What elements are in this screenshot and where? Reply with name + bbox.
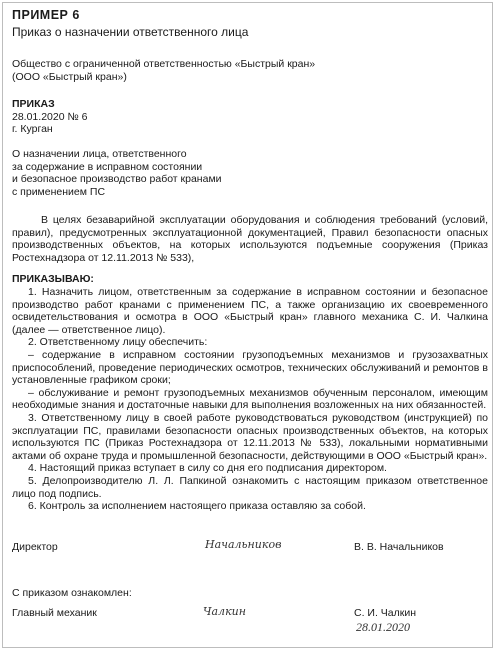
order-subject-line: с применением ПС (12, 185, 106, 198)
organization-short-name: (ООО «Быстрый кран») (12, 70, 127, 83)
mechanic-signature: Чалкин (203, 605, 246, 618)
order-city: г. Курган (12, 123, 53, 136)
order-item: 4. Настоящий приказ вступает в силу со дня его подписания директором. (28, 462, 387, 475)
orders-heading: ПРИКАЗЫВАЮ: (12, 273, 94, 285)
order-block (12, 98, 88, 136)
organization-name: Общество с ограниченной ответственностью «Быстрый кран» (12, 58, 316, 70)
preamble-paragraph: В целях безаварийной эксплуатации оборудования и соблюдения требований (условий, правил), предусмотренных эксплуатационной документацией, Правил безопасности опасных производственных объектов, на которых используются подъемные сооружения (Приказ Ростехнадзора от 12.11.2013 № 533), (12, 214, 488, 264)
order-date-number: 28.01.2020 № 6 (12, 110, 88, 123)
order-items (12, 286, 488, 513)
order-item: – обслуживание и ремонт грузоподъемных механизмов обученным персоналом, имеющим необходимые знания и достаточные навыки для выполнения возложенных на них обязанностей. (12, 386, 488, 412)
order-label: ПРИКАЗ (12, 98, 55, 110)
example-subtitle: Приказ о назначении ответственного лица (12, 25, 249, 39)
director-position: Директор (12, 541, 58, 553)
order-subject-line: О назначении лица, ответственного (12, 148, 187, 160)
order-item: 3. Ответственному лицу в своей работе руководствоваться руководством (инструкцией) по эксплуатации ПС, правилами безопасности опасных производственных объектов, на которых используются ПС (Приказ Ростехнадзора от 12.11.2013 № 533), локальными нормативными актами об охране труда и промышленной безопасности, действующими в ООО «Быстрый кран». (12, 411, 488, 462)
order-subject (12, 148, 222, 198)
director-name: В. В. Начальников (354, 541, 444, 553)
order-item: – содержание в исправном состоянии грузоподъемных механизмов и грузозахватных приспособлений, проведение периодических осмотров, технических обслуживаний и ремонтов в установленные графиком сроки; (12, 348, 488, 387)
director-signature: Начальников (205, 538, 282, 551)
order-item: 2. Ответственному лицу обеспечить: (28, 336, 208, 349)
document-frame (2, 2, 493, 648)
example-title: ПРИМЕР 6 (12, 8, 80, 22)
organization-block (12, 58, 315, 83)
mechanic-position: Главный механик (12, 607, 97, 619)
order-subject-line: и безопасное производство работ кранами (12, 173, 222, 186)
acknowledgement-label: С приказом ознакомлен: (12, 587, 132, 599)
mechanic-name: С. И. Чалкин (354, 607, 417, 619)
order-subject-line: за содержание в исправном состоянии (12, 160, 203, 173)
acknowledgement-date: 28.01.2020 (356, 620, 410, 634)
order-item: 6. Контроль за исполнением настоящего приказа оставляю за собой. (28, 500, 366, 513)
order-item: 5. Делопроизводителю Л. Л. Папкиной ознакомить с настоящим приказом ответственное лицо под подпись. (12, 474, 488, 500)
order-item: 1. Назначить лицом, ответственным за содержание в исправном состоянии и безопасное производство работ кранами с применением ПС, а также организацию их своевременного освидетельствования и осмотра в ООО «Быстрый кран» главного механика С. И. Чалкина (далее — ответственное лицо). (12, 286, 488, 336)
